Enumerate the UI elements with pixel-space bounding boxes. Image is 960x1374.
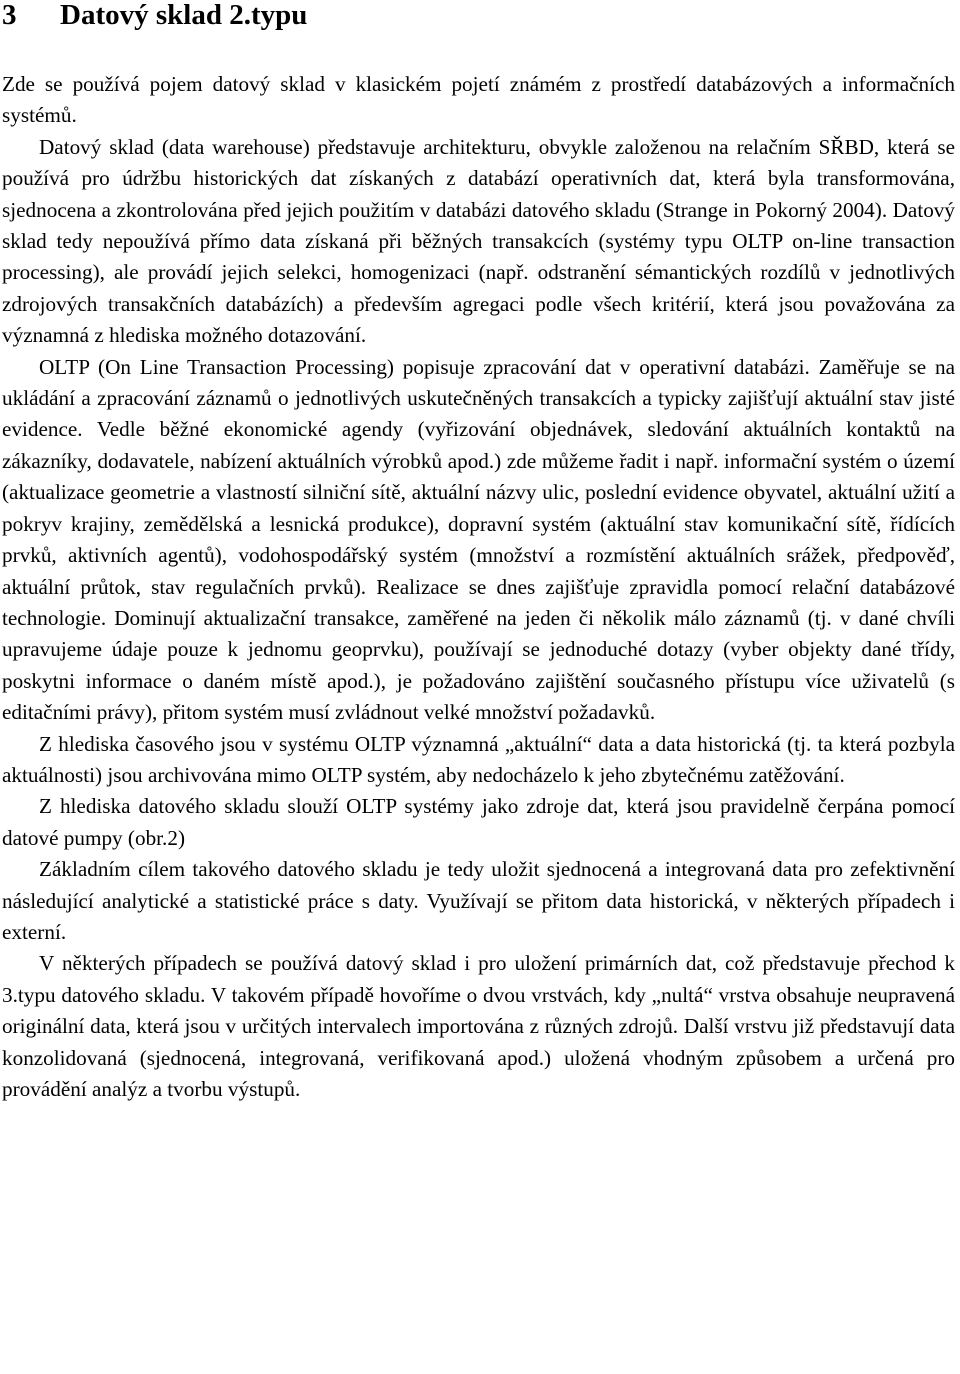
paragraph-definition: Datový sklad (data warehouse) představuje architekturu, obvykle založenou na relačním SŘBD, která se používá pro údržbu historických dat získaných z databází operativních dat, která byla transformována, sjednocena a zkontrolována před jejich použitím v databázi datového skladu (Strange in Pokorný 2004). Datový sklad tedy nepoužívá přímo data získaná při běžných transakcích (systémy typu OLTP on-line transaction processing), ale provádí jejich selekci, homogenizaci (např. odstranění sémantických rozdílů v jednotlivých zdrojových transakčních databázích) a především agregaci podle všech kritérií, která jsou považována za významná z hlediska možného dotazování. (2, 134, 955, 348)
paragraph-data-pump: Z hlediska datového skladu slouží OLTP systémy jako zdroje dat, která jsou pravidelně čerpána pomocí datové pumpy (obr.2) (2, 794, 955, 850)
section-heading (2, 0, 955, 36)
section-title: Datový sklad 2.typu (60, 0, 308, 31)
paragraph-goal: Základním cílem takového datového skladu je tedy uložit sjednocená a integrovaná data pro zefektivnění následující analytické a statistické práce s daty. Využívají se přitom data historická, v některých případech i externí. (2, 857, 955, 944)
section-number: 3 (2, 0, 17, 31)
paragraph-layers: V některých případech se používá datový sklad i pro uložení primárních dat, což představuje přechod k 3.typu datového skladu. V takovém případě hovoříme o dvou vrstvách, kdy „nultá“ vrstva obsahuje neupravená originální data, která jsou v určitých intervalech importována z různých zdrojů. Další vrstvu již představují data konzolidovaná (sjednocená, integrovaná, verifikovaná apod.) uložená vhodným způsobem a určená pro provádění analýz a tvorbu výstupů. (2, 951, 955, 1101)
paragraph-intro: Zde se používá pojem datový sklad v klasickém pojetí známém z prostředí databázových a informačních systémů. (2, 72, 955, 128)
paragraph-oltp: OLTP (On Line Transaction Processing) popisuje zpracování dat v operativní databázi. Zaměřuje se na ukládání a zpracování záznamů o jednotlivých uskutečněných transakcích a typicky zajišťují aktuální stav jisté evidence. Vedle běžné ekonomické agendy (vyřizování objednávek, sledování aktuálních kontaktů na zákazníky, dodavatele, nabízení aktuálních výrobků apod.) zde můžeme řadit i např. informační systém o území (aktualizace geometrie a vlastností silniční sítě, aktuální názvy ulic, poslední evidence obyvatel, aktuální užití a pokryv krajiny, zemědělská a lesnická produkce), dopravní systém (aktuální stav komunikační sítě, řídících prvků, aktivních agentů), vodohospodářský systém (množství a rozmístění aktuálních srážek, předpověď, aktuální průtok, stav regulačních prvků). Realizace se dnes zajišťuje zpravidla pomocí relační databázové technologie. Dominují aktualizační transakce, zaměřené na jeden či několik málo záznamů (tj. v dané chvíli upravujeme údaje pouze k jednomu geoprvku), používají se jednoduché dotazy (vyber objekty dané třídy, poskytni informace o daném místě apod.), je požadováno zajištění současného přístupu více uživatelů (s editačními právy), přitom systém musí zvládnout velké množství požadavků. (2, 354, 955, 725)
paragraph-time-aspect: Z hlediska časového jsou v systému OLTP významná „aktuální“ data a data historická (tj. ta která pozbyla aktuálnosti) jsou archivována mimo OLTP systém, aby nedocházelo k jeho zbytečnému zatěžování. (2, 731, 955, 787)
body-text (2, 69, 955, 1105)
